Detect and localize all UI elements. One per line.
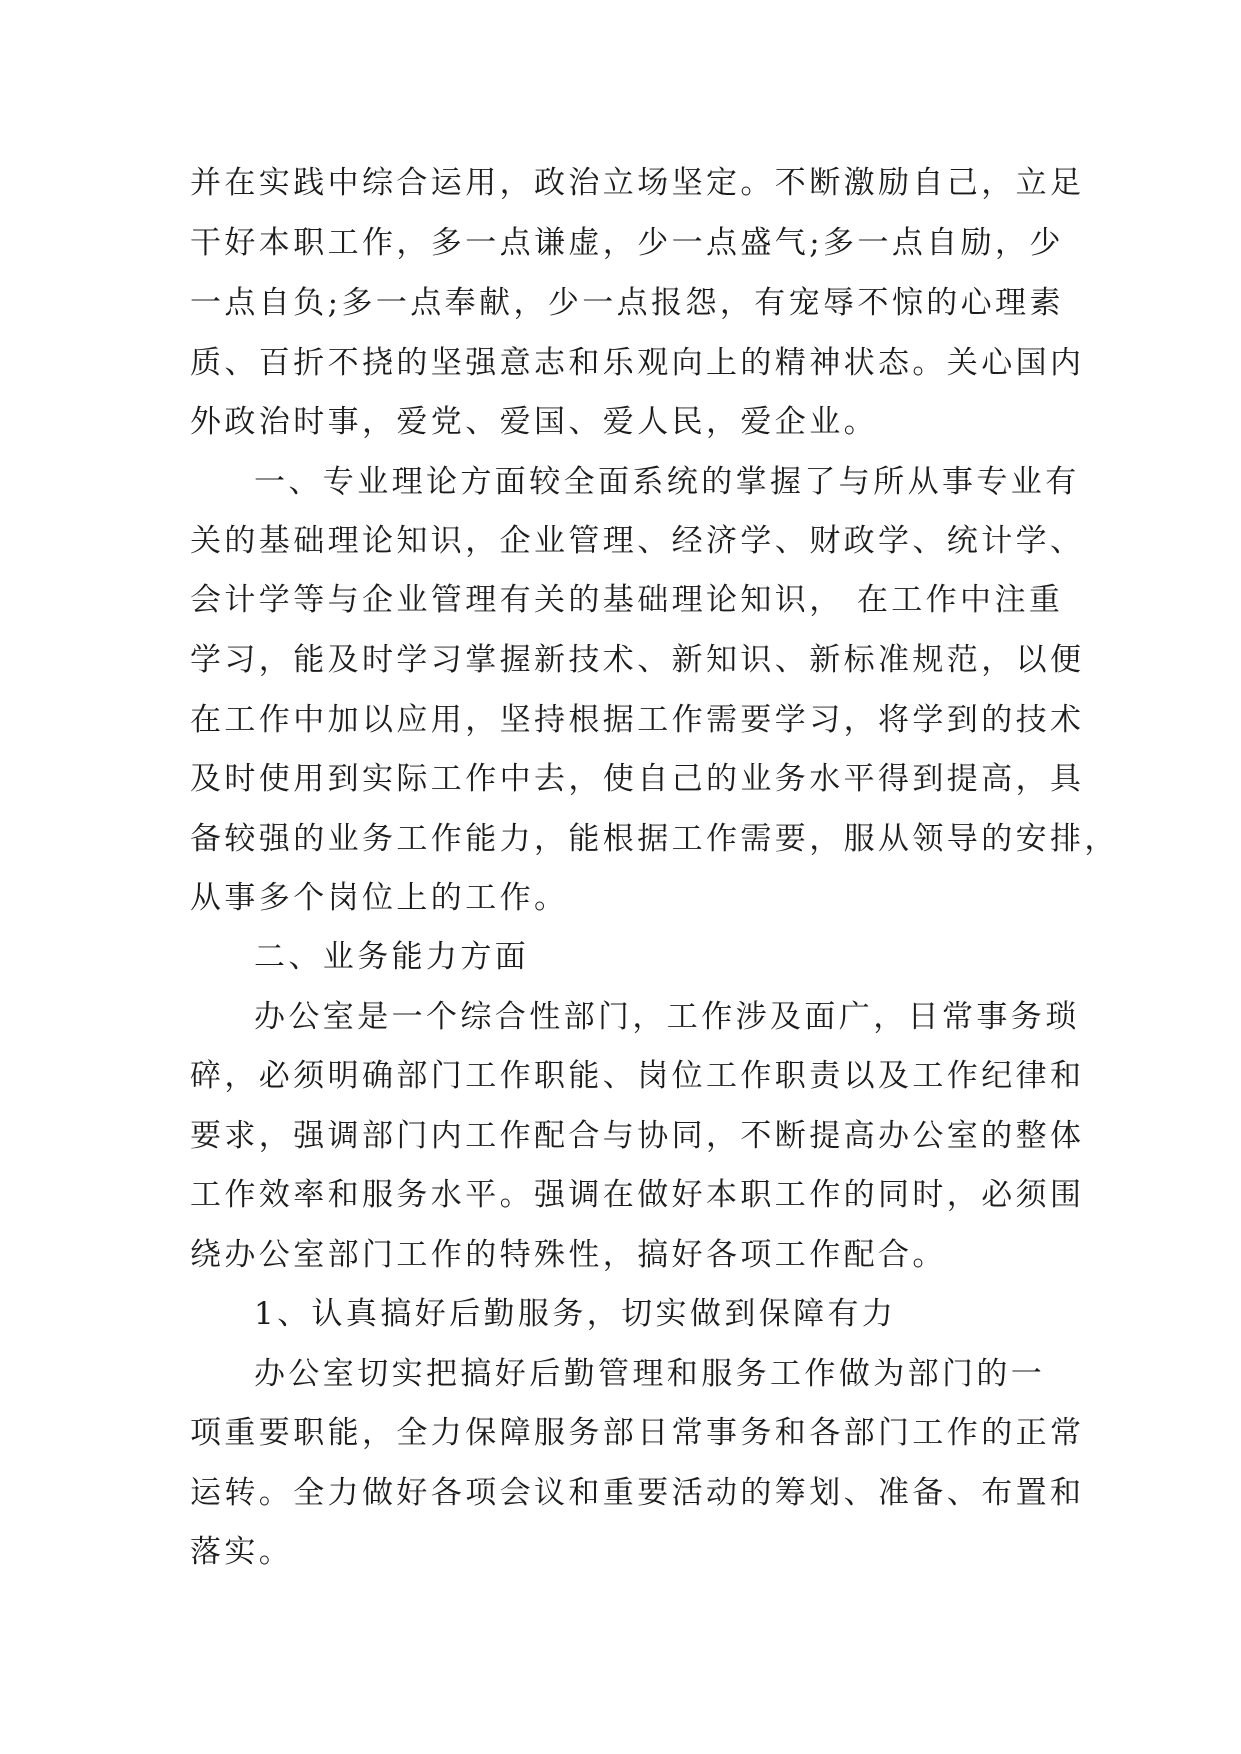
section-heading: 二、业务能力方面	[254, 939, 530, 975]
text-line: 要求，强调部门内工作配合与协同，不断提高办公室的整体	[190, 1118, 1085, 1154]
text-line: 一点自负;多一点奉献，少一点报怨，有宠辱不惊的心理素	[190, 285, 1064, 321]
text-line: 及时使用到实际工作中去，使自己的业务水平得到提高，具	[190, 761, 1085, 797]
text-line: 落实。	[190, 1534, 294, 1570]
text-line: 办公室切实把搞好后勤管理和服务工作做为部门的一	[254, 1356, 1046, 1392]
text-line: 质、百折不挠的坚强意志和乐观向上的精神状态。关心国内	[190, 345, 1085, 381]
text-line: 绕办公室部门工作的特殊性，搞好各项工作配合。	[190, 1237, 947, 1273]
subsection-heading: 1、认真搞好后勤服务，切实做到保障有力	[254, 1296, 897, 1332]
text-line: 干好本职工作，多一点谦虚，少一点盛气;多一点自励，少	[190, 225, 1064, 261]
text-line: 项重要职能，全力保障服务部日常事务和各部门工作的正常	[190, 1415, 1085, 1451]
text-line: 从事多个岗位上的工作。	[190, 880, 569, 916]
text-line: 碎，必须明确部门工作职能、岗位工作职责以及工作纪律和	[190, 1058, 1085, 1094]
text-line: 一、专业理论方面较全面系统的掌握了与所从事专业有	[254, 464, 1080, 500]
text-line: 备较强的业务工作能力，能根据工作需要，服从领导的安排，	[190, 821, 1119, 857]
text-line: 外政治时事，爱党、爱国、爱人民，爱企业。	[190, 404, 878, 440]
text-line: 运转。全力做好各项会议和重要活动的筹划、准备、布置和	[190, 1475, 1085, 1511]
text-line: 关的基础理论知识，企业管理、经济学、财政学、统计学、	[190, 523, 1085, 559]
text-line: 工作效率和服务水平。强调在做好本职工作的同时，必须围	[190, 1177, 1085, 1213]
text-line: 学习，能及时学习掌握新技术、新知识、新标准规范，以便	[190, 642, 1085, 678]
text-line: 并在实践中综合运用，政治立场坚定。不断激励自己，立足	[190, 165, 1085, 201]
text-line: 会计学等与企业管理有关的基础理论知识， 在工作中注重	[190, 582, 1064, 618]
text-line: 在工作中加以应用，坚持根据工作需要学习，将学到的技术	[190, 702, 1085, 738]
text-line: 办公室是一个综合性部门，工作涉及面广，日常事务琐	[254, 999, 1080, 1035]
